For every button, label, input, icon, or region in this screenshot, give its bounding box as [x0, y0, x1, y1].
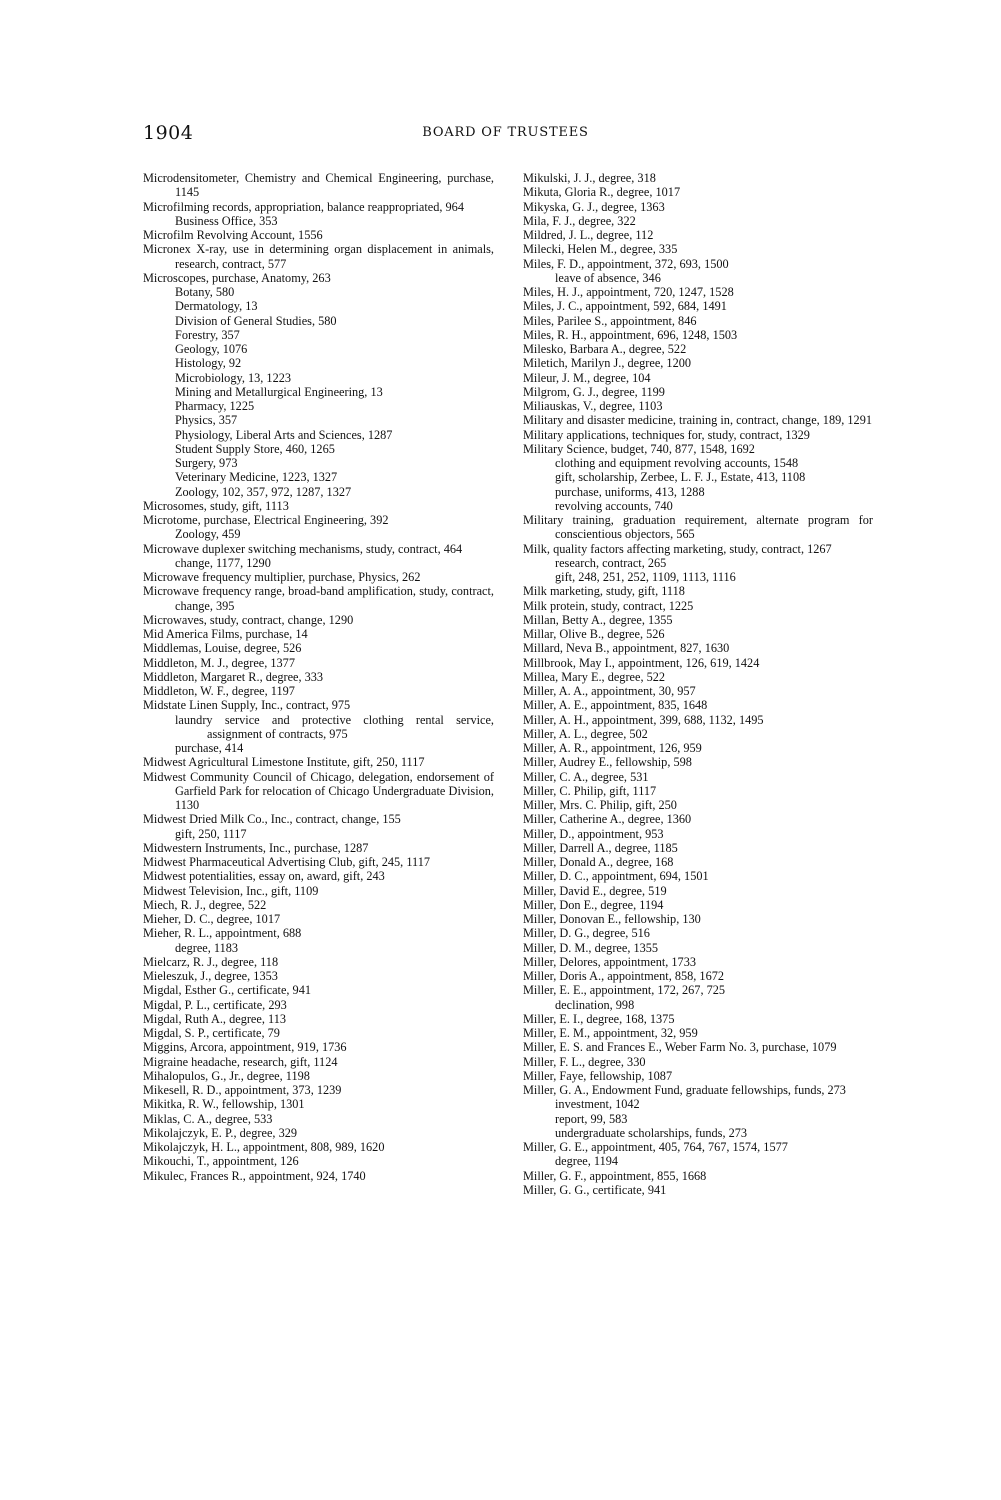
index-entry: Midwest Community Council of Chicago, delegation, endorsement of Garfield Park for relocation of Chicago Undergraduate Division, 1130 — [143, 769, 494, 812]
index-entry: Miller, E. I., degree, 168, 1375 — [523, 1011, 675, 1026]
index-subentry: degree, 1194 — [555, 1154, 619, 1169]
index-entry: Mikulec, Frances R., appointment, 924, 1740 — [143, 1168, 366, 1183]
running-head: BOARD OF TRUSTEES — [422, 125, 589, 140]
index-subentry: gift, scholarship, Zerbee, L. F. J., Estate, 413, 1108 — [555, 470, 806, 485]
index-entry: Miller, G. E., appointment, 405, 764, 767, 1574, 1577 — [523, 1140, 788, 1154]
index-entry: Miech, R. J., degree, 522 — [143, 897, 267, 912]
index-entry: Miller, F. L., degree, 330 — [523, 1054, 646, 1069]
index-entry: Miller, C. Philip, gift, 1117 — [523, 783, 657, 798]
index-entry: Miller, D. C., appointment, 694, 1501 — [523, 869, 709, 884]
index-entry: Millea, Mary E., degree, 522 — [523, 669, 666, 684]
index-subentry: Physiology, Liberal Arts and Sciences, 1287 — [175, 427, 393, 442]
index-entry: Miller, D. G., degree, 516 — [523, 926, 650, 941]
index-entry: Miller, A. R., appointment, 126, 959 — [523, 741, 702, 755]
index-subentry: Physics, 357 — [175, 413, 238, 428]
index-entry: Miles, Parilee S., appointment, 846 — [523, 313, 697, 328]
index-entry: Miller, Donald A., degree, 168 — [523, 855, 674, 869]
index-entry: Millbrook, May I., appointment, 126, 619, 1424 — [523, 655, 760, 670]
index-subentry: Mining and Metallurgical Engineering, 13 — [175, 384, 383, 399]
index-entry: Microtome, purchase, Electrical Engineering, 392 — [143, 513, 389, 527]
index-entry: Miller, Mrs. C. Philip, gift, 250 — [523, 798, 677, 812]
index-subentry: investment, 1042 — [555, 1097, 640, 1112]
index-entry: Miller, Catherine A., degree, 1360 — [523, 812, 692, 827]
index-subentry: Business Office, 353 — [175, 213, 278, 228]
index-entry: Microwave frequency range, broad-band amplification, study, contract, change, 395 — [143, 584, 494, 613]
index-entry: Milecki, Helen M., degree, 335 — [523, 242, 678, 257]
index-entry: Middleton, M. J., degree, 1377 — [143, 655, 295, 670]
index-subentry: research, contract, 265 — [555, 555, 667, 570]
index-entry: Miller, Doris A., appointment, 858, 1672 — [523, 969, 725, 983]
index-subentry: Dermatology, 13 — [175, 299, 258, 314]
index-entry: Milesko, Barbara A., degree, 522 — [523, 342, 687, 356]
index-entry: Miller, Don E., degree, 1194 — [523, 897, 664, 912]
index-entry: Miller, D., appointment, 953 — [523, 826, 664, 841]
index-entry: Microfilming records, appropriation, balance reappropriated, 964 — [143, 199, 464, 214]
index-entry: Miller, A. A., appointment, 30, 957 — [523, 684, 696, 698]
index-subentry: leave of absence, 346 — [555, 270, 661, 285]
index-subentry: clothing and equipment revolving accounts, 1548 — [555, 456, 799, 470]
index-entry: Miggins, Arcora, appointment, 919, 1736 — [143, 1040, 347, 1055]
index-subentry: revolving accounts, 740 — [555, 498, 673, 513]
index-entry: Midwestern Instruments, Inc., purchase, 1287 — [143, 840, 369, 855]
index-entry: Milgrom, G. J., degree, 1199 — [523, 384, 665, 399]
index-entry: Miliauskas, V., degree, 1103 — [523, 399, 663, 413]
index-entry: Miller, E. M., appointment, 32, 959 — [523, 1026, 698, 1040]
index-subentry: Surgery, 973 — [175, 456, 238, 470]
index-entry: Mikolajczyk, H. L., appointment, 808, 989, 1620 — [143, 1140, 385, 1154]
index-entry: Migdal, Ruth A., degree, 113 — [143, 1011, 286, 1026]
index-entry: Miller, A. L., degree, 502 — [523, 726, 648, 741]
index-entry: Mikolajczyk, E. P., degree, 329 — [143, 1125, 298, 1140]
index-entry: Migdal, Esther G., certificate, 941 — [143, 983, 312, 998]
index-entry: Millan, Betty A., degree, 1355 — [523, 612, 673, 627]
index-entry: Military and disaster medicine, training in, contract, change, 189, 1291 — [523, 413, 872, 428]
index-entry: Miller, Donovan E., fellowship, 130 — [523, 912, 701, 926]
index-entry: Mielcarz, R. J., degree, 118 — [143, 954, 279, 969]
index-entry: Midstate Linen Supply, Inc., contract, 975 — [143, 698, 351, 713]
index-subentry: gift, 248, 251, 252, 1109, 1113, 1116 — [555, 570, 736, 584]
index-entry: Miletich, Marilyn J., degree, 1200 — [523, 356, 692, 371]
index-entry: Microsomes, study, gift, 1113 — [143, 498, 289, 513]
index-entry: Mildred, J. L., degree, 112 — [523, 228, 654, 242]
index-entry: Microwaves, study, contract, change, 1290 — [143, 612, 354, 627]
index-entry: Millar, Olive B., degree, 526 — [523, 627, 665, 641]
index-subentry: undergraduate scholarships, funds, 273 — [555, 1125, 748, 1140]
index-entry: Milk marketing, study, gift, 1118 — [523, 584, 685, 599]
index-entry: Miller, G. G., certificate, 941 — [523, 1182, 667, 1197]
index-entry: Midwest Dried Milk Co., Inc., contract, change, 155 — [143, 812, 401, 827]
index-subentry: Zoology, 459 — [175, 527, 241, 542]
index-entry: Miller, C. A., degree, 531 — [523, 769, 649, 784]
index-entry: Milk, quality factors affecting marketing, study, contract, 1267 — [523, 541, 832, 556]
index-column-left — [143, 171, 494, 1183]
index-subentry: Division of General Studies, 580 — [175, 313, 337, 328]
index-subentry: purchase, 414 — [175, 741, 244, 755]
index-entry: Miller, A. H., appointment, 399, 688, 1132, 1495 — [523, 712, 764, 727]
index-entry: Midwest potentialities, essay on, award, gift, 243 — [143, 869, 385, 884]
index-entry: Millard, Neva B., appointment, 827, 1630 — [523, 641, 730, 656]
index-entry: Mihalopulos, G., Jr., degree, 1198 — [143, 1068, 310, 1083]
page-header — [143, 122, 868, 144]
index-entry: Military training, graduation requirement, alternate program for conscientious objectors, 565 — [523, 513, 873, 542]
index-entry: Micronex X-ray, use in determining organ displacement in animals, research, contract, 577 — [143, 242, 494, 271]
index-entry: Miller, Audrey E., fellowship, 598 — [523, 755, 692, 770]
index-subentry: Histology, 92 — [175, 356, 242, 371]
index-subentry: Veterinary Medicine, 1223, 1327 — [175, 470, 338, 485]
index-subentry: Zoology, 102, 357, 972, 1287, 1327 — [175, 484, 352, 499]
index-subentry: degree, 1183 — [175, 940, 239, 955]
index-entry: Miles, J. C., appointment, 592, 684, 1491 — [523, 299, 727, 314]
index-entry: Midwest Agricultural Limestone Institute, gift, 250, 1117 — [143, 755, 425, 770]
index-entry: Mikesell, R. D., appointment, 373, 1239 — [143, 1083, 342, 1097]
index-entry: Mieher, R. L., appointment, 688 — [143, 926, 302, 941]
index-entry: Miller, Delores, appointment, 1733 — [523, 954, 696, 969]
index-entry: Mila, F. J., degree, 322 — [523, 213, 636, 228]
index-entry: Miller, D. M., degree, 1355 — [523, 940, 659, 955]
index-entry: Miles, R. H., appointment, 696, 1248, 1503 — [523, 327, 738, 342]
index-entry: Miles, H. J., appointment, 720, 1247, 1528 — [523, 285, 734, 299]
index-entry: Mikyska, G. J., degree, 1363 — [523, 199, 665, 214]
index-entry: Midwest Television, Inc., gift, 1109 — [143, 883, 319, 898]
index-subentry: gift, 250, 1117 — [175, 826, 247, 841]
page-number: 1904 — [143, 122, 194, 144]
index-entry: Middleton, W. F., degree, 1197 — [143, 684, 295, 698]
index-entry: Mieleszuk, J., degree, 1353 — [143, 969, 278, 983]
index-entry: Mikouchi, T., appointment, 126 — [143, 1154, 299, 1169]
index-entry: Miller, A. E., appointment, 835, 1648 — [523, 698, 708, 713]
index-entry: Miklas, C. A., degree, 533 — [143, 1111, 273, 1126]
index-entry: Migraine headache, research, gift, 1124 — [143, 1054, 338, 1069]
index-entry: Microdensitometer, Chemistry and Chemical Engineering, purchase, 1145 — [143, 171, 494, 200]
index-entry: Miller, E. E., appointment, 172, 267, 725 — [523, 983, 726, 998]
index-entry: Mileur, J. M., degree, 104 — [523, 370, 651, 385]
index-entry: Midwest Pharmaceutical Advertising Club, gift, 245, 1117 — [143, 855, 431, 869]
index-subentry: declination, 998 — [555, 997, 635, 1012]
index-subentry: Forestry, 357 — [175, 327, 240, 342]
index-entry: Miles, F. D., appointment, 372, 693, 1500 — [523, 256, 729, 271]
index-subentry: laundry service and protective clothing rental service, assignment of contracts, 975 — [175, 712, 494, 741]
index-entry: Microwave duplexer switching mechanisms, study, contract, 464 — [143, 541, 463, 556]
index-subentry: report, 99, 583 — [555, 1111, 628, 1126]
index-entry: Mikulski, J. J., degree, 318 — [523, 171, 656, 185]
index-entry: Migdal, P. L., certificate, 293 — [143, 997, 287, 1012]
index-entry: Mikitka, R. W., fellowship, 1301 — [143, 1097, 305, 1112]
index-entry: Microwave frequency multiplier, purchase, Physics, 262 — [143, 570, 421, 584]
index-subentry: Geology, 1076 — [175, 342, 248, 356]
index-entry: Mid America Films, purchase, 14 — [143, 627, 308, 641]
index-entry: Mieher, D. C., degree, 1017 — [143, 912, 281, 926]
index-subentry: change, 1177, 1290 — [175, 555, 271, 570]
index-entry: Military applications, techniques for, study, contract, 1329 — [523, 427, 810, 442]
index-column-right — [523, 171, 873, 1197]
index-subentry: Botany, 580 — [175, 285, 235, 299]
index-entry: Microscopes, purchase, Anatomy, 263 — [143, 270, 331, 285]
index-entry: Middlemas, Louise, degree, 526 — [143, 641, 302, 656]
index-entry: Miller, David E., degree, 519 — [523, 883, 667, 898]
index-entry: Migdal, S. P., certificate, 79 — [143, 1026, 280, 1040]
index-entry: Miller, E. S. and Frances E., Weber Farm No. 3, purchase, 1079 — [523, 1040, 837, 1055]
index-entry: Military Science, budget, 740, 877, 1548, 1692 — [523, 441, 755, 456]
index-entry: Miller, Faye, fellowship, 1087 — [523, 1068, 673, 1083]
index-subentry: Pharmacy, 1225 — [175, 399, 255, 413]
index-entry: Miller, Darrell A., degree, 1185 — [523, 840, 678, 855]
index-subentry: purchase, uniforms, 413, 1288 — [555, 484, 705, 499]
index-entry: Milk protein, study, contract, 1225 — [523, 598, 694, 613]
index-entry: Miller, G. F., appointment, 855, 1668 — [523, 1168, 707, 1183]
index-subentry: Microbiology, 13, 1223 — [175, 370, 292, 385]
index-entry: Middleton, Margaret R., degree, 333 — [143, 669, 324, 684]
index-entry: Mikuta, Gloria R., degree, 1017 — [523, 185, 681, 200]
index-subentry: Student Supply Store, 460, 1265 — [175, 441, 335, 456]
index-entry: Miller, G. A., Endowment Fund, graduate fellowships, funds, 273 — [523, 1083, 846, 1097]
index-entry: Microfilm Revolving Account, 1556 — [143, 228, 323, 242]
